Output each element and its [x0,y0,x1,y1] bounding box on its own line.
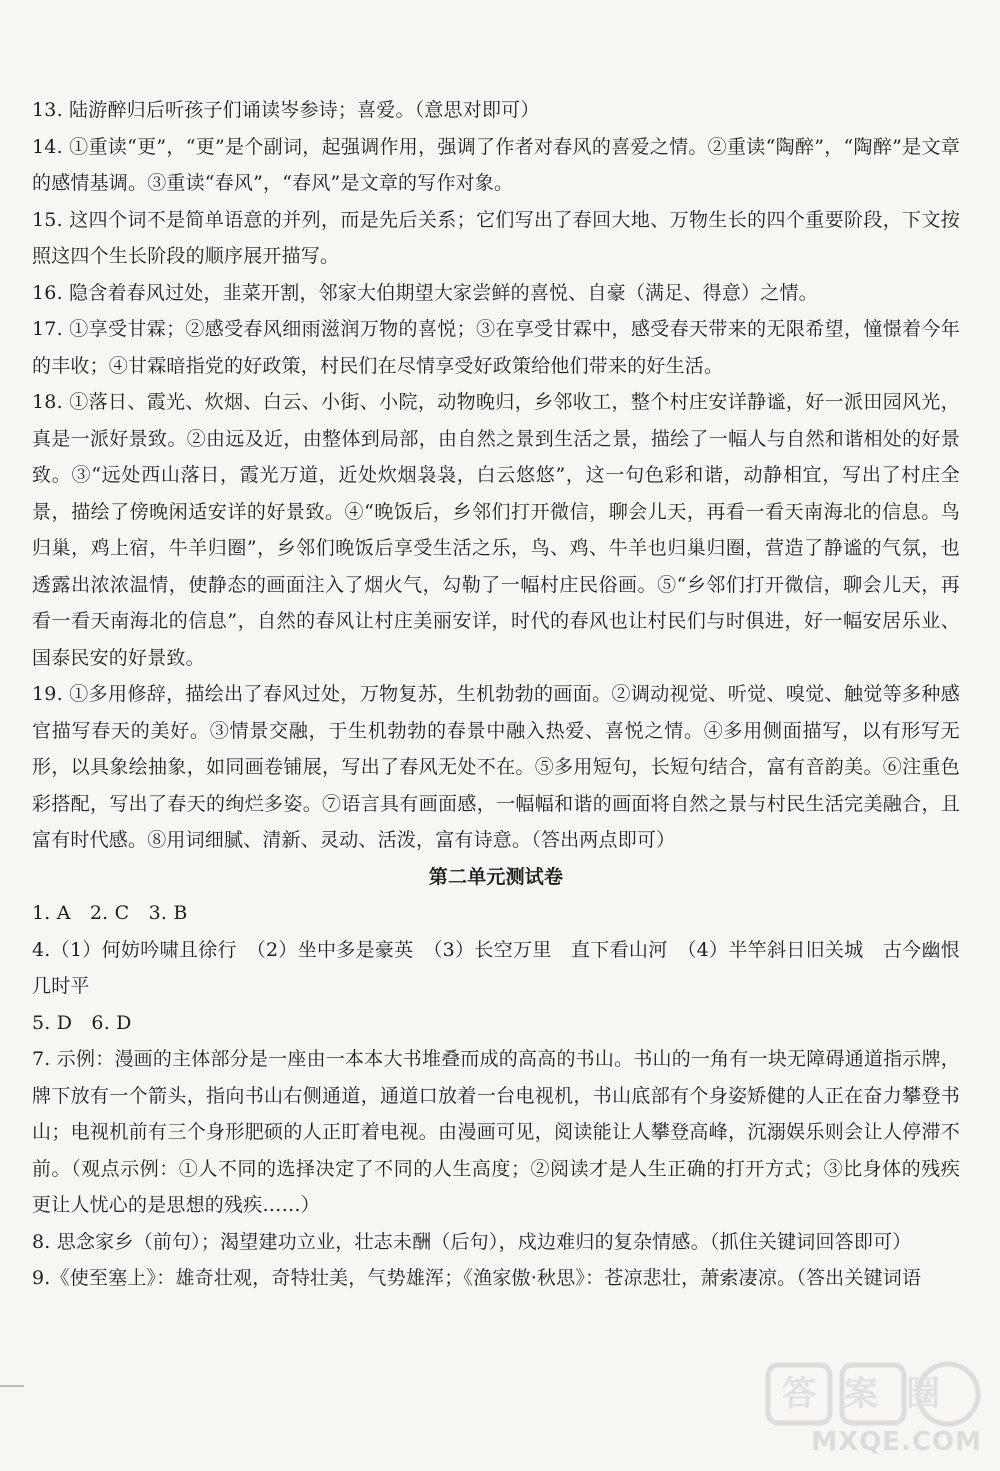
logo-icon [760,1355,990,1435]
answer-15: 15. 这四个词不是简单语意的并列，而是先后关系；它们写出了春回大地、万物生长的四个重要阶段，下文按照这四个生长阶段的顺序展开描写。 [32,208,960,267]
answer-4: 4.（1）何妨吟啸且徐行 （2）坐中多是豪英 （3）长空万里 直下看山河 （4）半竿斜日旧关城 古今幽恨几时平 [32,938,960,997]
answer-8: 8. 思念家乡（前句）；渴望建功立业，壮志未酬（后句），戍边难归的复杂情感。（抓住关键词回答即可） [32,1230,912,1253]
answer-13: 13. 陆游醉归后听孩子们诵读岑参诗；喜爱。（意思对即可） [32,99,540,121]
watermark-text: MXQE.COM [811,1427,982,1457]
answer-content [32,92,960,1297]
answer-7: 7. 示例：漫画的主体部分是一座由一本本大书堆叠而成的高高的书山。书山的一角有一块无障碍通道指示牌，牌下放有一个箭头，指向书山右侧通道，通道口放着一台电视机，书山底部有个身姿矫健的人正在奋力攀登书山；电视机前有三个身形肥硕的人正盯着电视。由漫画可见，阅读能让人攀登高峰，沉溺娱乐则会让人停滞不前。（观点示例：①人不同的选择决定了不同的人生高度；②阅读才是人生正确的打开方式；③比身体的残疾更让人忧心的是思想的残疾……） [32,1048,960,1216]
answer-18: 18. ①落日、霞光、炊烟、白云、小街、小院，动物晚归，乡邻收工，整个村庄安详静谧，好一派田园风光，真是一派好景致。②由远及近，由整体到局部，由自然之景到生活之景，描绘了一幅人与自然和谐相处的好景致。③“远处西山落日，霞光万道，近处炊烟袅袅，白云悠悠”，这一句色彩和谐，动静相宜，写出了村庄全景，描绘了傍晚闲适安详的好景致。④“晚饭后，乡邻们打开微信，聊会儿天，再看一看天南海北的信息。鸟归巢，鸡上宿，牛羊归圈”，乡邻们晚饭后享受生活之乐，鸟、鸡、牛羊也归巢归圈，营造了静谧的气氛，也透露出浓浓温情，使静态的画面注入了烟火气，勾勒了一幅村庄民俗画。⑤“乡邻们打开微信，聊会儿天，再看一看天南海北的信息”，自然的春风让村庄美丽安详，时代的春风也让村民们与时俱进，好一幅安居乐业、国泰民安的好景致。 [32,391,960,669]
answer-14: 14. ①重读“更”，“更”是个副词，起强调作用，强调了作者对春风的喜爱之情。②重读“陶醉”，“陶醉”是文章的感情基调。③重读“春风”，“春风”是文章的写作对象。 [32,135,960,194]
answer-16: 16. 隐含着春风过处，韭菜开割，邻家大伯期望大家尝鲜的喜悦、自豪（满足、得意）之情。 [32,281,818,304]
answer-19: 19. ①多用修辞，描绘出了春风过处，万物复苏，生机勃勃的画面。②调动视觉、听觉、嗅觉、触觉等多种感官描写春天的美好。③情景交融，于生机勃勃的春景中融入热爱、喜悦之情。④多用侧面描写，以有形写无形，以具象绘抽象，如同画卷铺展，写出了春风无处不在。⑤多用短句，长短句结合，富有音韵美。⑥注重色彩搭配，写出了春天的绚烂多姿。⑦语言具有画面感，一幅幅和谐的画面将自然之景与村民生活完美融合，且富有时代感。⑧用词细腻、清新、灵动、活泼，富有诗意。（答出两点即可） [32,683,960,851]
section-title: 第二单元测试卷 [428,865,564,888]
watermark-logo [760,1355,990,1465]
answer-5-6: 5. D 6. D [32,1011,132,1034]
answer-9: 9.《使至塞上》：雄奇壮观，奇特壮美，气势雄浑；《渔家傲·秋思》：苍凉悲壮，萧索凄凉。（答出关键词语 [32,1267,922,1289]
answer-17: 17. ①享受甘霖；②感受春风细雨滋润万物的喜悦；③在享受甘霖中，感受春天带来的无限希望，憧憬着今年的丰收；④甘霖暗指党的好政策，村民们在尽情享受好政策给他们带来的好生活。 [32,318,960,377]
answer-1-3: 1. A 2. C 3. B [32,902,188,924]
watermark-logo-chars: 答案圈 [782,1374,968,1414]
page-edge-mark [0,1385,24,1387]
